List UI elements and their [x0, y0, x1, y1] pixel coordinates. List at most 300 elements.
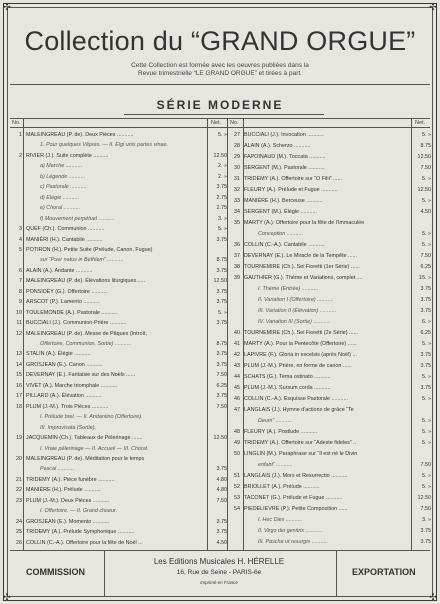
catalogue-title: QUEF (Ch.). Communion ...........	[26, 226, 105, 233]
catalogue-number: 6	[19, 267, 22, 274]
catalogue-title: JACQUEMIN (Ch.). Tableaux de Pélerinage .......	[26, 435, 143, 442]
catalogue-row	[10, 214, 228, 224]
catalogue-title: BUCCIALI (J.). Communion-Prière ...........	[26, 320, 127, 327]
right-catalogue-list	[228, 130, 432, 548]
catalogue-title: LINGLIN (M.). Paraphrase sur “Il est né le Divin	[244, 451, 358, 457]
catalogue-price: 5. »	[422, 484, 431, 490]
catalogue-number: 40	[234, 330, 240, 336]
catalogue-title: III. Pascha ut resurgis ...........	[258, 539, 329, 545]
catalogue-row	[228, 152, 432, 163]
catalogue-price: 3.75	[216, 320, 227, 327]
serie-underline	[124, 114, 324, 115]
catalogue-row	[228, 515, 432, 526]
catalogue-row	[228, 427, 432, 438]
catalogue-price: 5. »	[422, 418, 431, 424]
catalogue-number: 31	[234, 176, 240, 182]
catalogue-price: 3.75	[216, 393, 227, 400]
catalogue-title: RIVIER (J.). Suite complète ..........	[26, 152, 109, 159]
catalogue-number: 22	[16, 487, 22, 494]
catalogue-title: c) Pastorale ...........	[40, 184, 87, 191]
catalogue-number: 29	[234, 154, 240, 160]
catalogue-title: LANGLAIS (J.). Hymne d'actions de grâce “Te	[244, 407, 354, 413]
catalogue-number: 51	[234, 473, 240, 479]
catalogue-title: enfant” ...........	[258, 462, 293, 468]
catalogue-number: 32	[234, 187, 240, 193]
catalogue-title: TOURNEMIRE (Ch.). Sei Fioretti (2e Série) ......	[244, 330, 359, 336]
catalogue-title: Offertoire, Communion, Sortie) ...........	[40, 341, 132, 347]
catalogue-price: 3. »	[218, 215, 227, 222]
catalogue-number: 35	[234, 220, 240, 226]
catalogue-number: 8	[19, 288, 22, 295]
catalogue-number: 53	[234, 495, 240, 501]
catalogue-row	[228, 218, 432, 229]
catalogue-number: 9	[19, 299, 22, 306]
catalogue-price: 5. »	[218, 226, 227, 233]
catalogue-number: 46	[234, 396, 240, 402]
catalogue-number: 21	[16, 476, 22, 483]
footer-rule	[10, 550, 430, 551]
catalogue-price: 8.75	[216, 257, 227, 264]
catalogue-number: 36	[234, 242, 240, 248]
catalogue-number: 47	[234, 407, 240, 413]
catalogue-row	[10, 182, 228, 192]
catalogue-price: 5. »	[422, 176, 431, 182]
left-net-header: Net.	[211, 120, 222, 126]
catalogue-title: I. Hec Dies ...........	[258, 517, 303, 523]
catalogue-price: 12.50	[213, 435, 227, 442]
catalogue-price: 7.50	[420, 462, 431, 468]
catalogue-price: 15. »	[419, 275, 431, 281]
catalogue-title: PONSIDEY (G.). Offertoire ...........	[26, 288, 108, 295]
catalogue-row	[228, 394, 432, 405]
catalogue-row	[10, 266, 228, 276]
footer-rule	[336, 550, 337, 596]
catalogue-row	[228, 339, 432, 350]
catalogue-row	[228, 493, 432, 504]
catalogue-title: Pascal ...........	[40, 466, 75, 473]
catalogue-row	[228, 328, 432, 339]
catalogue-number: 23	[16, 497, 22, 504]
catalogue-title: GROSJEAN (E.). Canon ...........	[26, 361, 103, 368]
catalogue-number: 3	[19, 226, 22, 233]
catalogue-title: III. Improvisata (Sortie).	[40, 424, 97, 431]
catalogue-row	[228, 471, 432, 482]
catalogue-title: MALEINGREAU (P. de). Deux Pièces ...........	[26, 132, 134, 138]
catalogue-row	[10, 276, 228, 286]
catalogue-row	[10, 308, 228, 318]
catalogue-title: PLUM (J.-M.). Prière, en forme de canon ......	[244, 363, 352, 369]
catalogue-title: MANIÉRE (H.). Berceuse ...........	[244, 198, 323, 204]
catalogue-number: 12	[16, 330, 22, 337]
catalogue-price: 3.75	[216, 184, 227, 191]
catalogue-price: 12.50	[417, 154, 431, 160]
catalogue-price: 3.75	[420, 297, 431, 303]
corner-ornament-icon: ✣	[3, 2, 11, 12]
catalogue-price: 3.75	[216, 299, 227, 306]
catalogue-number: 33	[234, 198, 240, 204]
catalogue-row	[10, 506, 228, 516]
catalogue-price: 3.75	[420, 308, 431, 314]
publisher-address: 16, Rue de Seine - PARIS-6e	[176, 569, 262, 576]
right-net-header: Net.	[415, 120, 426, 126]
catalogue-number: 26	[16, 539, 22, 546]
footer-rule	[104, 550, 105, 596]
catalogue-title: II. Virgo dei genitrix ...........	[258, 528, 323, 534]
catalogue-title: ALAIN (A.). Andante ...........	[26, 267, 93, 274]
catalogue-price: 7.50	[216, 372, 227, 379]
catalogue-price: 5. »	[422, 242, 431, 248]
catalogue-number: 37	[234, 253, 240, 259]
catalogue-title: COLLIN (C.-A.). Cantabile ...........	[244, 242, 325, 248]
catalogue-title: III. Variation II (Élévation) ...........	[258, 308, 337, 314]
catalogue-number: 14	[16, 361, 22, 368]
catalogue-row	[10, 391, 228, 401]
catalogue-row	[10, 339, 228, 349]
catalogue-row	[228, 405, 432, 416]
catalogue-number: 10	[16, 309, 22, 316]
catalogue-number: 16	[16, 382, 22, 389]
catalogue-row	[228, 174, 432, 185]
catalogue-number: 19	[16, 435, 22, 442]
catalogue-row	[228, 537, 432, 548]
catalogue-title: SCHATS (G.). Tema ostinato ...........	[244, 374, 331, 380]
catalogue-price: 3.75	[216, 466, 227, 473]
catalogue-price: 12.50	[213, 278, 227, 285]
catalogue-row	[10, 527, 228, 537]
catalogue-row	[228, 185, 432, 196]
catalogue-row	[228, 229, 432, 240]
catalogue-row	[228, 372, 432, 383]
catalogue-title: PLUM (J.-M.). Sursum corda ...........	[244, 385, 331, 391]
catalogue-price: 5. »	[218, 309, 227, 316]
catalogue-number: 20	[16, 455, 22, 462]
catalogue-price: 3.75	[420, 363, 431, 369]
catalogue-title: DEVERNAY (E.). Le Miracle de la Tempête ......	[244, 253, 357, 259]
catalogue-number: 5	[19, 246, 22, 253]
catalogue-number: 25	[16, 529, 22, 536]
catalogue-title: f) Mouvement perpétuel ...........	[40, 215, 115, 222]
catalogue-title: PIEDELIEVRE (P.). Petite Composition ......	[244, 506, 348, 512]
catalogue-row	[10, 381, 228, 391]
catalogue-number: 17	[16, 393, 22, 400]
catalogue-title: PILLARD (A.). Élévation ...........	[26, 393, 102, 400]
catalogue-price: 8.75	[420, 143, 431, 149]
catalogue-price: 2. »	[218, 173, 227, 180]
catalogue-price: 4.80	[216, 487, 227, 494]
sheet-page	[3, 3, 437, 601]
catalogue-title: DEVERNAY (E.). Fantaisie sur des Noëls ......	[26, 372, 136, 379]
catalogue-number: 24	[16, 518, 22, 525]
catalogue-title: ALAIN (A.). Scherzo ...........	[244, 143, 311, 149]
divider	[10, 84, 430, 85]
catalogue-row	[10, 402, 228, 412]
catalogue-title: I. Offertoire. — II. Grand choeur.	[40, 508, 118, 515]
catalogue-number: 50	[234, 451, 240, 457]
catalogue-number: 15	[16, 372, 22, 379]
catalogue-title: MARTY (A.). Pour la Pentecôte (Offertoire) ......	[244, 341, 357, 347]
collection-title: Collection du “GRAND ORGUE”	[24, 26, 416, 56]
catalogue-title: TRIDEMY (A.). Prélude Symphonique ...........	[26, 529, 135, 536]
catalogue-row	[10, 130, 228, 140]
catalogue-row	[228, 317, 432, 328]
catalogue-price: 5. »	[422, 473, 431, 479]
catalogue-price: 7.50	[420, 506, 431, 512]
catalogue-price: 6.25	[420, 330, 431, 336]
catalogue-price: 4.80	[216, 476, 227, 483]
catalogue-title: TRIDEMY (A.). Offertoire sur “O Filii” ......	[244, 176, 343, 182]
catalogue-title: I. Thème (Entrée) ...........	[258, 286, 319, 292]
catalogue-number: 48	[234, 429, 240, 435]
catalogue-number: 45	[234, 385, 240, 391]
commission-label: COMMISSION	[26, 567, 86, 577]
catalogue-number: 43	[234, 363, 240, 369]
catalogue-row	[10, 412, 228, 422]
catalogue-title: MALEINGREAU (P. de). Méditation pour le temps	[26, 455, 145, 462]
left-catalogue-list	[10, 130, 228, 548]
catalogue-row	[228, 438, 432, 449]
catalogue-title: TACONET (G.). Prélude et Fugue ...........	[244, 495, 343, 501]
catalogue-price: 2. »	[218, 163, 227, 170]
catalogue-title: LANGLAIS (J.). Mors et Resurrectio ...........	[244, 473, 348, 479]
catalogue-number: 28	[234, 143, 240, 149]
catalogue-price: 4.50	[420, 209, 431, 215]
right-no-header: No.	[230, 120, 239, 126]
catalogue-number: 54	[234, 506, 240, 512]
catalogue-number: 34	[234, 209, 240, 215]
catalogue-price: 12.50	[213, 152, 227, 159]
catalogue-title: STALIN (A.). Élégie ...........	[26, 351, 91, 358]
catalogue-title: LAPIVRE (F.). Gloria in excelsis (après Noël) ...	[244, 352, 357, 358]
catalogue-price: 3.75	[216, 529, 227, 536]
catalogue-title: VIVET (A.). Marche triomphale ...........	[26, 382, 118, 389]
catalogue-number: 7	[19, 278, 22, 285]
catalogue-row	[10, 464, 228, 474]
catalogue-title: TOULEMONDE (A.). Pastorale ...........	[26, 309, 118, 316]
catalogue-row	[228, 196, 432, 207]
catalogue-number: 42	[234, 352, 240, 358]
table-header-rule	[10, 127, 430, 128]
catalogue-title: FAPOINAUD (M.). Toccata ...........	[244, 154, 326, 160]
catalogue-row	[10, 444, 228, 454]
catalogue-row	[228, 361, 432, 372]
catalogue-title: GROSJEAN (E.). Momento ...........	[26, 518, 110, 525]
catalogue-row	[228, 240, 432, 251]
catalogue-price: 7.50	[216, 403, 227, 410]
catalogue-title: IV. Variation III (Sortie) ...........	[258, 319, 330, 325]
catalogue-number: 39	[234, 275, 240, 281]
catalogue-title: I. Prélude brel. — II. Andantino (Offertoire).	[40, 414, 143, 421]
catalogue-row	[228, 460, 432, 471]
catalogue-price: 5. »	[422, 396, 431, 402]
catalogue-price: 5. »	[422, 132, 431, 138]
catalogue-row	[10, 349, 228, 359]
catalogue-number: 30	[234, 165, 240, 171]
catalogue-number: 18	[16, 403, 22, 410]
catalogue-price: 5. »	[218, 132, 227, 138]
printed-in-france: Imprimé en France	[200, 580, 238, 585]
catalogue-number: 41	[234, 341, 240, 347]
catalogue-title: 1. Pour quelques Vêpres. — II. Elgi unis partes vinae.	[40, 142, 168, 149]
catalogue-price: 6.25	[216, 382, 227, 389]
catalogue-row	[228, 504, 432, 515]
catalogue-row	[10, 193, 228, 203]
corner-ornament-icon: ✣	[3, 592, 11, 602]
catalogue-row	[10, 329, 228, 339]
catalogue-price: 5. »	[422, 429, 431, 435]
catalogue-title: d) Elégie ...........	[40, 194, 80, 201]
catalogue-row	[228, 207, 432, 218]
catalogue-price: 5. »	[422, 341, 431, 347]
corner-ornament-icon: ✣	[429, 2, 437, 12]
catalogue-title: FLEURY (A.). Prélude et Fugue ...........	[244, 187, 338, 193]
catalogue-number: 52	[234, 484, 240, 490]
catalogue-price: 3.75	[216, 236, 227, 243]
catalogue-number: 11	[16, 320, 22, 327]
catalogue-row	[228, 163, 432, 174]
catalogue-row	[10, 161, 228, 171]
catalogue-price: 6. »	[422, 319, 431, 325]
catalogue-title: MALEINGREAU (P. de). Messe de Pâques (Introït,	[26, 330, 147, 337]
catalogue-row	[228, 295, 432, 306]
publisher-name: Les Editions Musicales H. HÉRELLE	[153, 557, 285, 566]
catalogue-price: 3.75	[216, 288, 227, 295]
catalogue-row	[228, 141, 432, 152]
catalogue-price: 3.75	[216, 361, 227, 368]
catalogue-title: e) Choral ...........	[40, 205, 81, 212]
catalogue-title: SERGENT (M.). Élégie ...........	[244, 209, 317, 215]
table-top-rule	[10, 118, 430, 119]
catalogue-number: 1	[19, 132, 22, 138]
catalogue-row	[10, 433, 228, 443]
catalogue-row	[228, 306, 432, 317]
catalogue-price: 7.50	[420, 253, 431, 259]
catalogue-price: 3.75	[216, 351, 227, 358]
left-no-header: No.	[12, 120, 21, 126]
catalogue-title: PLUM (J.-M.). Deux Pièces ...........	[26, 497, 110, 504]
catalogue-row	[228, 262, 432, 273]
catalogue-title: TOURNEMIRE (Ch.). Sei Fioretti (1er Série) ......	[244, 264, 360, 270]
catalogue-row	[10, 172, 228, 182]
catalogue-row	[10, 496, 228, 506]
catalogue-row	[10, 297, 228, 307]
catalogue-row	[228, 449, 432, 460]
catalogue-title: BUCCIALI (J.). Invocation ...........	[244, 132, 324, 138]
catalogue-price: 12.50	[417, 187, 431, 193]
catalogue-number: 27	[234, 132, 240, 138]
catalogue-row	[10, 287, 228, 297]
catalogue-price: 7.50	[420, 165, 431, 171]
catalogue-price: 3.75	[420, 385, 431, 391]
catalogue-title: GAUTHIER (G.). Thème et Variations, complet ....	[244, 275, 363, 281]
serie-heading: SÉRIE MODERNE	[156, 98, 284, 112]
catalogue-price: 3.75	[420, 528, 431, 534]
catalogue-title: II. Variation I (Offertoire) ...........	[258, 297, 334, 303]
catalogue-price: 3.75	[216, 518, 227, 525]
catalogue-title: MALEINGREAU (P. de). Élévations liturgiques......	[26, 278, 146, 285]
catalogue-price: 3. »	[422, 517, 431, 523]
catalogue-title: POTIRON (H.). Petite Suite (Prélude, Canon, Fugue)	[26, 246, 153, 253]
exportation-label: EXPORTATION	[352, 567, 416, 577]
catalogue-price: 12.50	[417, 495, 431, 501]
catalogue-row	[10, 360, 228, 370]
catalogue-row	[10, 203, 228, 213]
catalogue-number: 2	[19, 152, 22, 159]
catalogue-row	[228, 416, 432, 427]
catalogue-price: 7.50	[216, 497, 227, 504]
catalogue-price: 2.75	[216, 205, 227, 212]
catalogue-title: MANIÉRE (H.). Prélude ...........	[26, 487, 101, 494]
catalogue-title: COLLIN (C.-A.). Esquisse Pastorale ...........	[244, 396, 348, 402]
catalogue-number: 4	[19, 236, 22, 243]
catalogue-title: MARTY (A.). Offertoire pour la fête de l'Immaculée	[244, 220, 365, 226]
catalogue-title: MANIÉRI (H.). Cantabile ...........	[26, 236, 103, 243]
catalogue-title: I. Vraie pélerinage — II. Accueil — III. Choral.	[40, 445, 149, 452]
catalogue-row	[10, 255, 228, 265]
catalogue-price: 3.75	[420, 352, 431, 358]
catalogue-number: 49	[234, 440, 240, 446]
catalogue-price: 3.75	[216, 267, 227, 274]
catalogue-title: SERGENT (M.). Pastorale ...........	[244, 165, 325, 171]
catalogue-row	[228, 273, 432, 284]
catalogue-title: sur “Puer natus in Bethlem” ...........	[40, 257, 124, 264]
catalogue-title: PLUM (J.-M.). Trois Pièces ...........	[26, 403, 109, 410]
catalogue-number: 38	[234, 264, 240, 270]
catalogue-row	[10, 485, 228, 495]
catalogue-title: COLLIN (C.-A.). Offertoire pour la fête de Noël ...	[26, 539, 143, 546]
catalogue-price: 3.75	[420, 539, 431, 545]
catalogue-title: TRIDEMY (A.). Pièce funèbre ...........	[26, 476, 115, 483]
catalogue-row	[228, 350, 432, 361]
catalogue-title: BRIOLLET (A.). Prélude ...........	[244, 484, 320, 490]
catalogue-row	[10, 140, 228, 150]
catalogue-row	[10, 224, 228, 234]
catalogue-row	[10, 245, 228, 255]
catalogue-row	[10, 475, 228, 485]
catalogue-price: 3.75	[420, 286, 431, 292]
catalogue-title: FLEURY (A.). Postlude ...........	[244, 429, 318, 435]
catalogue-price: 5. »	[422, 231, 431, 237]
collection-subtitle-line2: Revue trimestrielle “LE GRAND ORGUE” et tirées à part.	[138, 70, 302, 77]
catalogue-row	[228, 251, 432, 262]
catalogue-price: 6.25	[420, 264, 431, 270]
catalogue-row	[10, 370, 228, 380]
catalogue-title: Conception ...........	[258, 231, 304, 237]
catalogue-title: b) Légende ...........	[40, 173, 86, 180]
catalogue-row	[10, 517, 228, 527]
catalogue-row	[10, 151, 228, 161]
catalogue-row	[10, 423, 228, 433]
catalogue-price: 5. »	[422, 440, 431, 446]
catalogue-row	[228, 482, 432, 493]
catalogue-price: 2.75	[216, 194, 227, 201]
catalogue-price: 8.75	[216, 341, 227, 347]
corner-ornament-icon: ✣	[429, 592, 437, 602]
catalogue-row	[228, 526, 432, 537]
catalogue-row	[228, 383, 432, 394]
catalogue-title: ARSCOT (P.). Lamento ...........	[26, 299, 100, 306]
catalogue-title: Deum” ...........	[258, 418, 293, 424]
catalogue-row	[10, 454, 228, 464]
catalogue-row	[10, 318, 228, 328]
catalogue-row	[228, 284, 432, 295]
catalogue-price: 5. »	[422, 374, 431, 380]
catalogue-row	[10, 538, 228, 548]
catalogue-price: 5. »	[422, 198, 431, 204]
catalogue-price: 4.50	[216, 539, 227, 546]
catalogue-row	[228, 130, 432, 141]
catalogue-number: 13	[16, 351, 22, 358]
catalogue-title: a) Marche ...........	[40, 163, 83, 170]
